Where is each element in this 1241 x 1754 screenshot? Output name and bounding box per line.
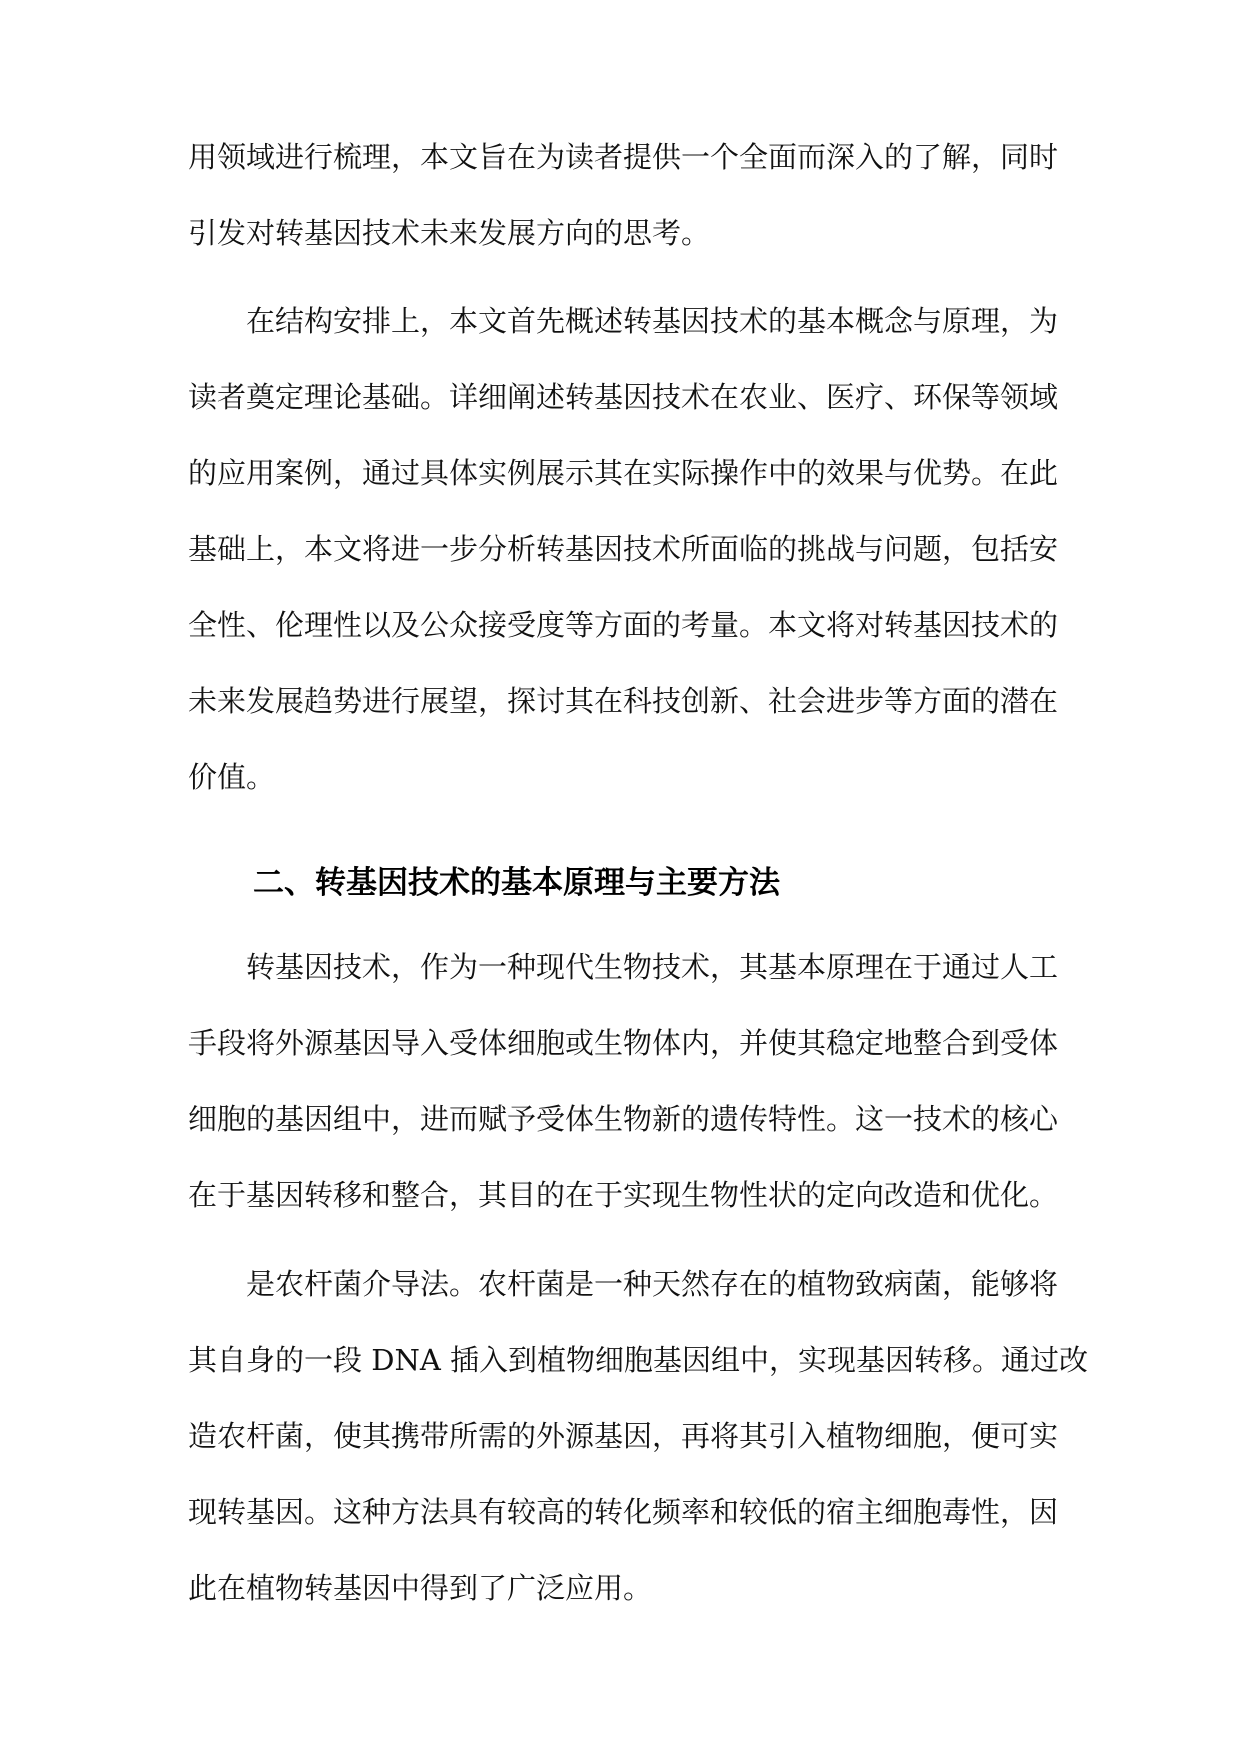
paragraph-line: 的应用案例，通过具体实例展示其在实际操作中的效果与优势。在此 [188,456,1059,490]
paragraph-line: 是农杆菌介导法。农杆菌是一种天然存在的植物致病菌，能够将 [246,1267,1059,1301]
paragraph-line: 在于基因转移和整合，其目的在于实现生物性状的定向改造和优化。 [188,1178,1059,1212]
paragraph-line: 全性、伦理性以及公众接受度等方面的考量。本文将对转基因技术的 [188,608,1059,642]
paragraph-line: 在结构安排上，本文首先概述转基因技术的基本概念与原理，为 [246,304,1059,338]
paragraph-line: 造农杆菌，使其携带所需的外源基因，再将其引入植物细胞，便可实 [188,1419,1059,1453]
paragraph-line: 现转基因。这种方法具有较高的转化频率和较低的宿主细胞毒性，因 [188,1495,1059,1529]
paragraph-line: 未来发展趋势进行展望，探讨其在科技创新、社会进步等方面的潜在 [188,684,1059,718]
paragraph-line: 其自身的一段 DNA 插入到植物细胞基因组中，实现基因转移。通过改 [188,1343,1089,1377]
paragraph-line: 转基因技术，作为一种现代生物技术，其基本原理在于通过人工 [246,950,1059,984]
paragraph-line: 手段将外源基因导入受体细胞或生物体内，并使其稳定地整合到受体 [188,1026,1059,1060]
paragraph-line: 此在植物转基因中得到了广泛应用。 [188,1571,653,1605]
paragraph-line: 基础上，本文将进一步分析转基因技术所面临的挑战与问题，包括安 [188,532,1059,566]
paragraph-line: 引发对转基因技术未来发展方向的思考。 [188,216,711,250]
section-heading: 二、转基因技术的基本原理与主要方法 [253,865,780,901]
paragraph-line: 价值。 [188,760,276,794]
paragraph-line: 细胞的基因组中，进而赋予受体生物新的遗传特性。这一技术的核心 [188,1102,1059,1136]
paragraph-line: 读者奠定理论基础。详细阐述转基因技术在农业、医疗、环保等领域 [188,380,1059,414]
paragraph-line: 用领域进行梳理，本文旨在为读者提供一个全面而深入的了解，同时 [188,140,1059,174]
